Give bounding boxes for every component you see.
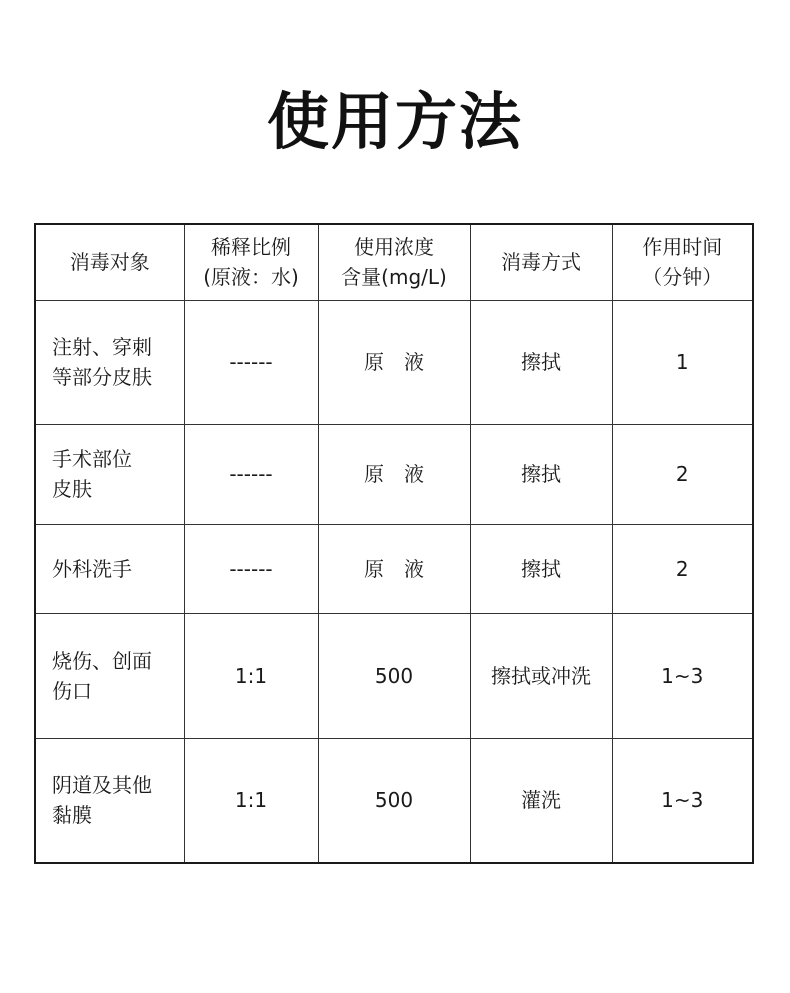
cell-concentration: 原 液: [318, 524, 470, 613]
cell-concentration: 500: [318, 613, 470, 738]
header-disinfection-target: 消毒对象: [35, 224, 184, 300]
header-disinfection-method: 消毒方式: [470, 224, 612, 300]
cell-target: 阴道及其他 黏膜: [35, 738, 184, 863]
cell-dilution: ------: [184, 300, 318, 424]
usage-table: [34, 223, 754, 864]
cell-dilution: 1:1: [184, 613, 318, 738]
table-row: [35, 424, 753, 524]
cell-target: 手术部位 皮肤: [35, 424, 184, 524]
cell-method: 擦拭: [470, 524, 612, 613]
table-row: [35, 613, 753, 738]
table-row: [35, 300, 753, 424]
cell-time: 1: [612, 300, 753, 424]
cell-target: 注射、穿刺 等部分皮肤: [35, 300, 184, 424]
table-header-row: [35, 224, 753, 300]
table-row: [35, 738, 753, 863]
header-action-time: 作用时间 （分钟）: [612, 224, 753, 300]
cell-target: 烧伤、创面 伤口: [35, 613, 184, 738]
table-row: [35, 524, 753, 613]
cell-concentration: 500: [318, 738, 470, 863]
cell-method: 擦拭: [470, 424, 612, 524]
cell-time: 1~3: [612, 613, 753, 738]
page-title: 使用方法: [266, 85, 523, 158]
cell-concentration: 原 液: [318, 424, 470, 524]
header-dilution-ratio: 稀释比例 (原液：水): [184, 224, 318, 300]
cell-dilution: 1:1: [184, 738, 318, 863]
cell-concentration: 原 液: [318, 300, 470, 424]
cell-target: 外科洗手: [35, 524, 184, 613]
cell-dilution: ------: [184, 424, 318, 524]
header-concentration: 使用浓度 含量(mg/L): [318, 224, 470, 300]
cell-time: 1~3: [612, 738, 753, 863]
cell-time: 2: [612, 524, 753, 613]
cell-method: 灌洗: [470, 738, 612, 863]
cell-method: 擦拭: [470, 300, 612, 424]
cell-method: 擦拭或冲洗: [470, 613, 612, 738]
cell-time: 2: [612, 424, 753, 524]
cell-dilution: ------: [184, 524, 318, 613]
